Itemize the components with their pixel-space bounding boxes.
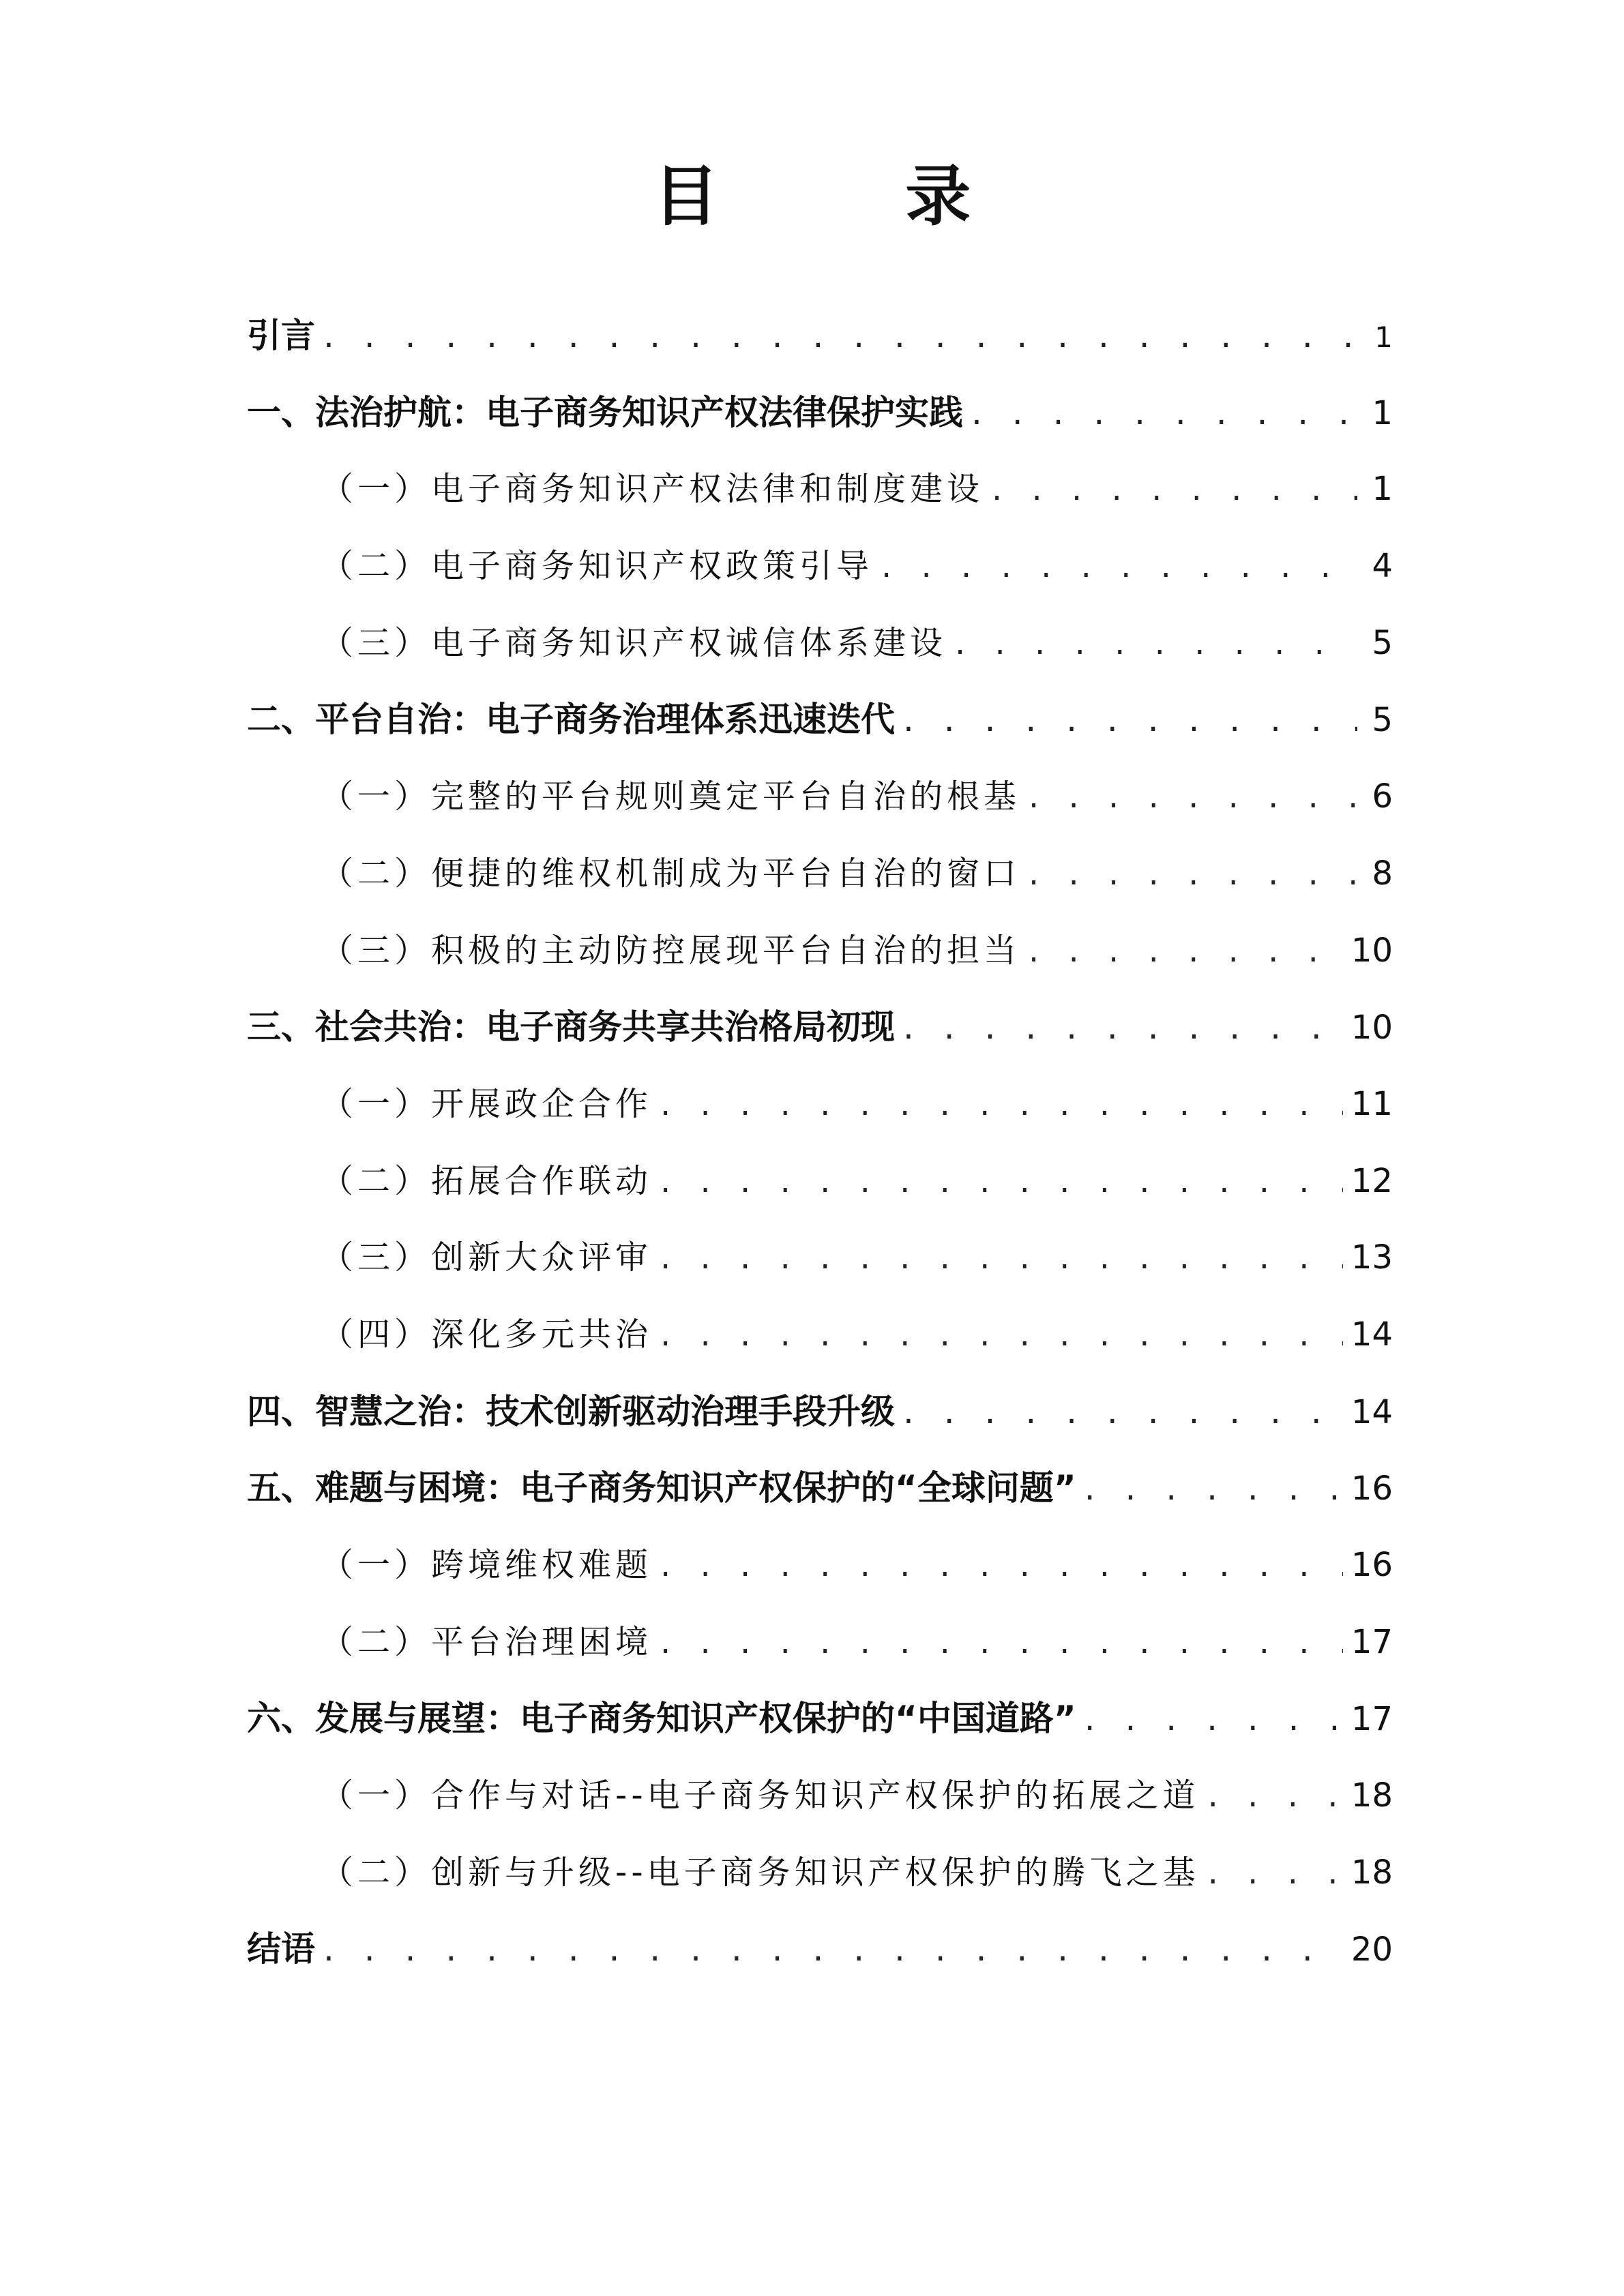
toc-dot-leader: [1084, 1680, 1343, 1757]
toc-entry-label: （二）平台治理困境: [321, 1622, 653, 1661]
page-title: 目 录: [653, 158, 1053, 235]
toc-section-entry[interactable]: [247, 1296, 1393, 1373]
toc-entry-label: （四）深化多元共治: [321, 1315, 653, 1354]
toc-page-number: 6: [1372, 777, 1393, 816]
toc-dot-leader: [323, 297, 1357, 374]
toc-chapter-entry[interactable]: [247, 1373, 1393, 1450]
toc-dot-leader: [1029, 912, 1343, 989]
toc-dot-leader: [660, 1296, 1343, 1373]
toc-page-number: 17: [1350, 1622, 1393, 1661]
toc-entry-label: 结语: [247, 1929, 315, 1969]
toc-chapter-entry[interactable]: [247, 1680, 1393, 1757]
toc-dot-leader: [660, 1066, 1343, 1143]
toc-chapter-entry[interactable]: [247, 1450, 1393, 1527]
toc-section-entry[interactable]: [247, 1757, 1393, 1834]
toc-dot-leader: [1208, 1757, 1343, 1834]
toc-entry-label: 六、发展与展望：电子商务知识产权保护的“中国道路”: [247, 1699, 1076, 1739]
toc-page-number: 18: [1350, 1853, 1393, 1892]
toc-entry-label: （二）便捷的维权机制成为平台自治的窗口: [321, 854, 1021, 893]
toc-chapter-entry[interactable]: [247, 297, 1393, 374]
toc-dot-leader: [903, 989, 1343, 1066]
toc-dot-leader: [660, 1143, 1343, 1220]
toc-section-entry[interactable]: [247, 1143, 1393, 1220]
toc-entry-label: 引言: [247, 316, 315, 355]
toc-dot-leader: [1029, 835, 1357, 912]
toc-chapter-entry[interactable]: [247, 374, 1393, 451]
toc-section-entry[interactable]: [247, 605, 1393, 682]
toc-dot-leader: [955, 605, 1357, 682]
toc-dot-leader: [1084, 1450, 1343, 1527]
toc-chapter-entry[interactable]: [247, 989, 1393, 1066]
toc-dot-leader: [903, 1373, 1343, 1450]
toc-page-number: 17: [1350, 1700, 1393, 1739]
toc-section-entry[interactable]: [247, 1527, 1393, 1604]
toc-entry-label: （二）拓展合作联动: [321, 1161, 653, 1200]
toc-page-number: 1: [1372, 393, 1393, 432]
toc-section-entry[interactable]: [247, 1604, 1393, 1681]
toc-page-number: 14: [1350, 1315, 1393, 1354]
toc-dot-leader: [660, 1219, 1343, 1296]
toc-page-number: 10: [1350, 1009, 1393, 1047]
toc-section-entry[interactable]: [247, 835, 1393, 912]
toc-entry-label: （一）完整的平台规则奠定平台自治的根基: [321, 777, 1021, 816]
toc-chapter-entry[interactable]: [247, 681, 1393, 758]
toc-entry-label: （一）电子商务知识产权法律和制度建设: [321, 470, 984, 509]
toc-entry-label: （三）积极的主动防控展现平台自治的担当: [321, 931, 1021, 970]
toc-section-entry[interactable]: [247, 451, 1393, 528]
toc-entry-label: （一）开展政企合作: [321, 1084, 653, 1123]
toc-dot-leader: [881, 528, 1357, 605]
toc-section-entry[interactable]: [247, 1219, 1393, 1296]
toc-entry-label: （一）合作与对话--电子商务知识产权保护的拓展之道: [321, 1776, 1200, 1815]
toc-dot-leader: [903, 681, 1357, 758]
toc-page-number: 8: [1372, 854, 1393, 893]
toc-page-number: 1: [1372, 470, 1393, 509]
toc-entry-label: 四、智慧之治：技术创新驱动治理手段升级: [247, 1391, 895, 1431]
toc-page-number: 13: [1350, 1238, 1393, 1277]
toc-page-number: 5: [1372, 623, 1393, 662]
toc-page-number: 11: [1350, 1084, 1393, 1123]
toc-section-entry[interactable]: [247, 758, 1393, 835]
toc-page-number: 20: [1350, 1930, 1393, 1969]
toc-section-entry[interactable]: [247, 1834, 1393, 1911]
toc-entry-label: 二、平台自治：电子商务治理体系迅速迭代: [247, 700, 895, 740]
toc-section-entry[interactable]: [247, 1066, 1393, 1143]
toc-page-number: 12: [1350, 1161, 1393, 1200]
toc-entry-label: （三）创新大众评审: [321, 1238, 653, 1277]
toc-entry-label: （一）跨境维权难题: [321, 1546, 653, 1584]
toc-entry-label: （三）电子商务知识产权诚信体系建设: [321, 623, 947, 662]
toc-dot-leader: [660, 1604, 1343, 1681]
toc-dot-leader: [992, 451, 1357, 528]
toc-entry-label: 一、法治护航：电子商务知识产权法律保护实践: [247, 392, 963, 432]
toc-section-entry[interactable]: [247, 912, 1393, 989]
toc-page-number: 5: [1372, 701, 1393, 740]
toc-page-number: 4: [1372, 547, 1393, 586]
toc-dot-leader: [1029, 758, 1357, 835]
toc-entry-label: （二）电子商务知识产权政策引导: [321, 547, 874, 586]
toc-entry-label: （二）创新与升级--电子商务知识产权保护的腾飞之基: [321, 1853, 1200, 1892]
toc-entry-label: 三、社会共治：电子商务共享共治格局初现: [247, 1007, 895, 1047]
toc-chapter-entry[interactable]: [247, 1911, 1393, 1988]
toc-section-entry[interactable]: [247, 528, 1393, 605]
toc-page-number: 10: [1350, 931, 1393, 970]
toc-page-number: 14: [1350, 1392, 1393, 1431]
toc-page-number: 18: [1350, 1776, 1393, 1815]
toc-dot-leader: [971, 374, 1357, 451]
toc-page-number: 1: [1374, 320, 1393, 354]
table-of-contents: [247, 297, 1393, 1988]
toc-dot-leader: [660, 1527, 1343, 1604]
toc-dot-leader: [323, 1911, 1343, 1988]
toc-page-number: 16: [1350, 1470, 1393, 1508]
toc-page-number: 16: [1350, 1546, 1393, 1584]
toc-dot-leader: [1208, 1834, 1343, 1911]
toc-entry-label: 五、难题与困境：电子商务知识产权保护的“全球问题”: [247, 1468, 1076, 1508]
